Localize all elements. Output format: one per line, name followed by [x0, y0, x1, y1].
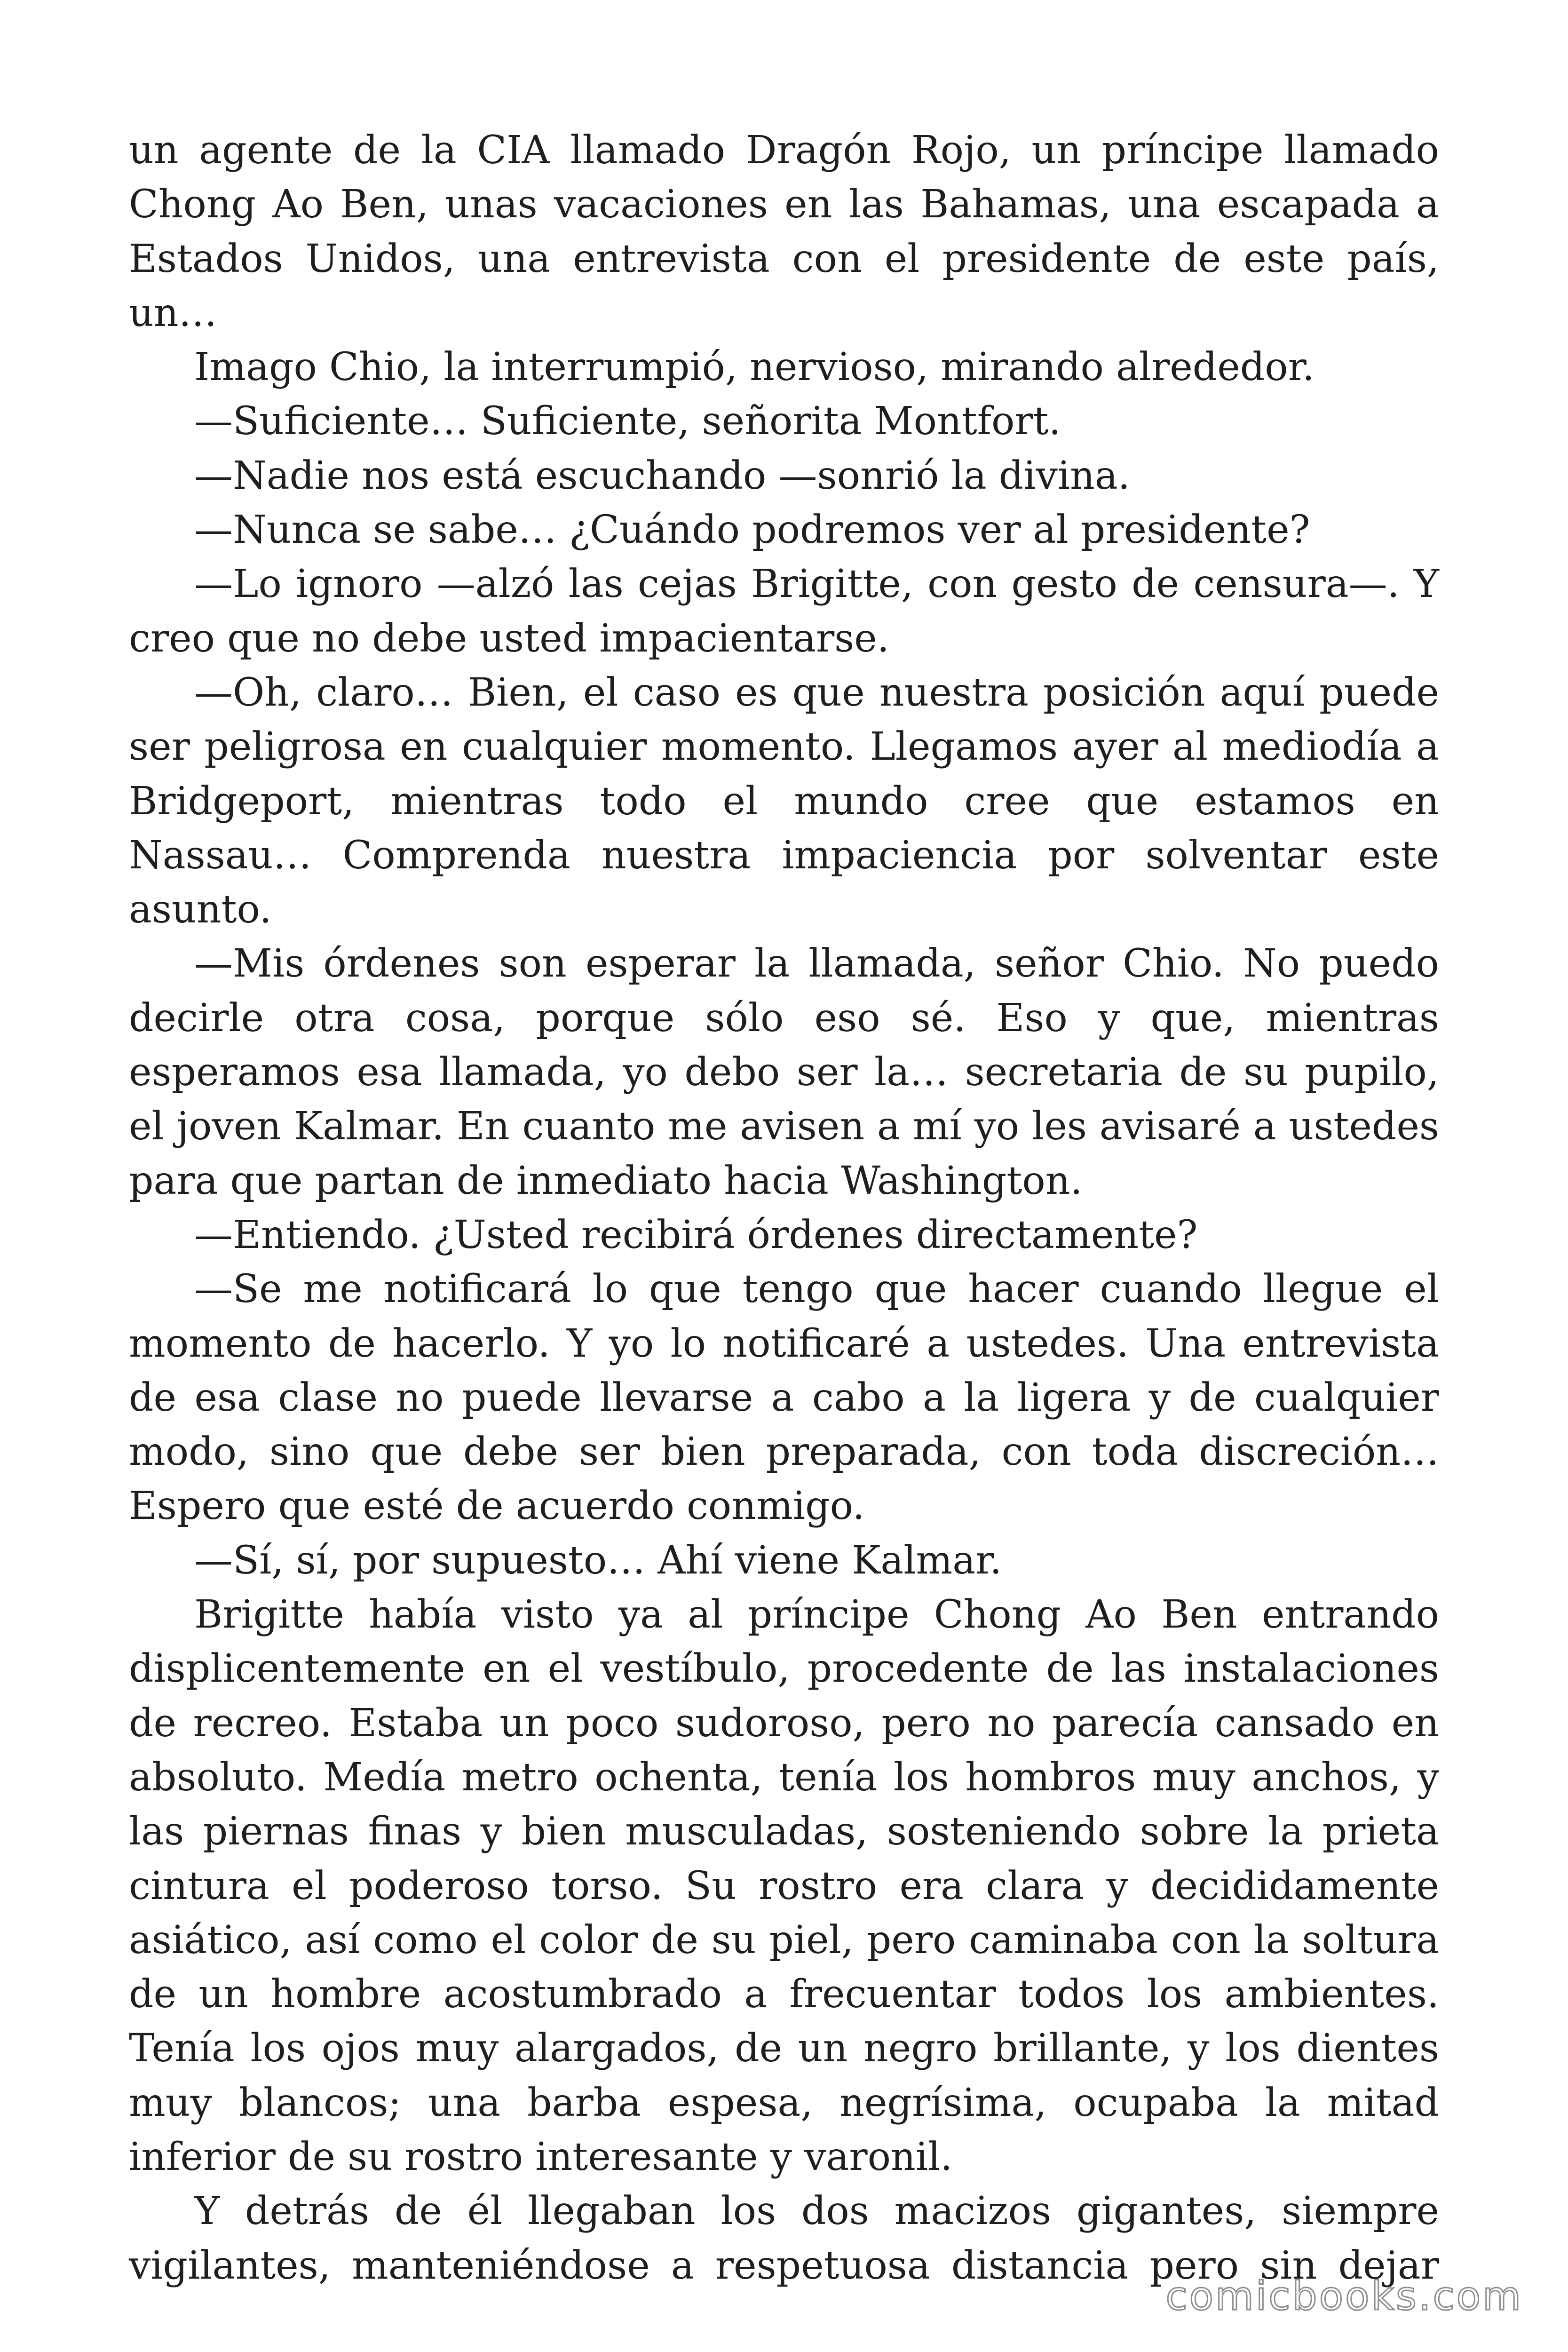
paragraph: Brigitte había visto ya al príncipe Chong Ao Ben entrando displicentemente en el vestíbulo, procedente de las instalaciones de recreo. Estaba un poco sudoroso, pero no parecía cansado en absoluto. Medía metro ochenta, tenía los hombros muy anchos, y las piernas finas y bien musculadas, sosteniendo sobre la prieta cintura el poderoso torso. Su rostro era clara y decididamente asiático, así como el color de su piel, pero caminaba con la soltura de un hombre acostumbrado a frecuentar todos los ambientes. Tenía los ojos muy alargados, de un negro brillante, y los dientes muy blancos; una barba espesa, negrísima, ocupaba la mitad inferior de su rostro interesante y varonil.: [129, 1592, 1439, 2179]
page-body-text: [129, 123, 1439, 2293]
dialogue-paragraph: —Sí, sí, por supuesto… Ahí viene Kalmar.: [194, 1538, 1002, 1583]
paragraph-continued: un agente de la CIA llamado Dragón Rojo, un príncipe llamado Chong Ao Ben, unas vacaciones en las Bahamas, una escapada a Estados Unidos, una entrevista con el presidente de este país, un…: [129, 128, 1439, 335]
dialogue-paragraph: —Nunca se sabe… ¿Cuándo podremos ver al presidente?: [194, 508, 1310, 553]
watermark-logo: comicbooks.com: [1165, 2273, 1523, 2319]
paragraph-continues: Y detrás de él llegaban los dos macizos gigantes, siempre vigilantes, manteniéndose a respetuosa distancia pero sin dejar: [129, 2189, 1439, 2288]
dialogue-paragraph: —Oh, claro… Bien, el caso es que nuestra posición aquí puede ser peligrosa en cualquier momento. Llegamos ayer al mediodía a Bridgeport, mientras todo el mundo cree que estamos en Nassau… Comprenda nuestra impaciencia por solventar este asunto.: [129, 670, 1439, 932]
dialogue-paragraph: —Mis órdenes son esperar la llamada, señor Chio. No puedo decirle otra cosa, porque sólo eso sé. Eso y que, mientras esperamos esa llamada, yo debo ser la… secretaria de su pupilo, el joven Kalmar. En cuanto me avisen a mí yo les avisaré a ustedes para que partan de inmediato hacia Washington.: [129, 941, 1439, 1203]
dialogue-paragraph: —Lo ignoro —alzó las cejas Brigitte, con gesto de censura—. Y creo que no debe usted impacientarse.: [129, 562, 1439, 661]
dialogue-paragraph: —Nadie nos está escuchando —sonrió la divina.: [194, 453, 1130, 498]
dialogue-paragraph: —Suficiente… Suficiente, señorita Montfort.: [194, 399, 1061, 444]
paragraph: Imago Chio, la interrumpió, nervioso, mirando alrededor.: [194, 345, 1315, 390]
dialogue-paragraph: —Entiendo. ¿Usted recibirá órdenes directamente?: [194, 1212, 1198, 1257]
dialogue-paragraph: —Se me notificará lo que tengo que hacer cuando llegue el momento de hacerlo. Y yo lo notificaré a ustedes. Una entrevista de esa clase no puede llevarse a cabo a la ligera y de cualquier modo, sino que debe ser bien preparada, con toda discreción… Espero que esté de acuerdo conmigo.: [129, 1267, 1439, 1529]
